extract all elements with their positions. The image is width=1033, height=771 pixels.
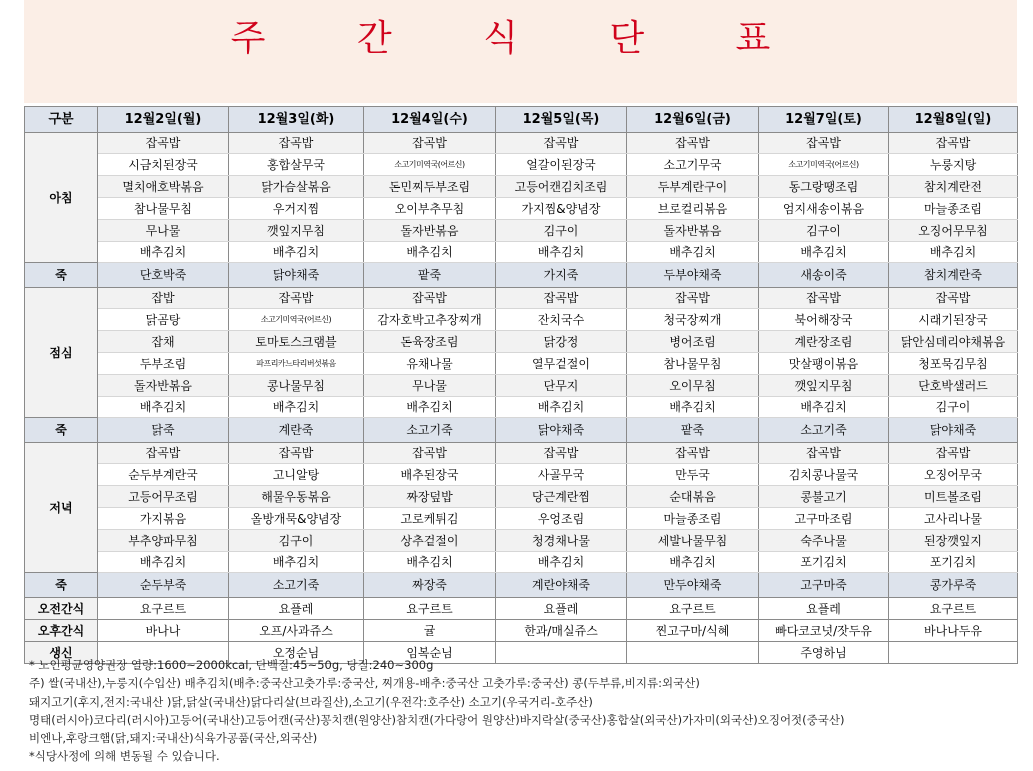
menu-cell: 소고기죽 (229, 573, 364, 598)
section-label: 오전간식 (25, 598, 98, 620)
menu-cell: 잡곡밥 (759, 133, 889, 154)
menu-cell: 소고기미역국(어르신) (759, 154, 889, 176)
menu-cell: 깻잎지무침 (759, 375, 889, 397)
menu-cell: 돌자반볶음 (627, 220, 759, 242)
menu-cell: 요구르트 (364, 598, 496, 620)
menu-cell: 배추된장국 (364, 464, 496, 486)
menu-row (25, 353, 1018, 375)
menu-cell: 고사리나물 (889, 508, 1018, 530)
menu-cell: 소고기미역국(어르신) (364, 154, 496, 176)
menu-row (25, 598, 1018, 620)
menu-cell: 팥죽 (364, 263, 496, 288)
menu-cell: 한과/매실쥬스 (496, 620, 627, 642)
menu-cell: 콩가루죽 (889, 573, 1018, 598)
menu-cell: 계란야채죽 (496, 573, 627, 598)
day-header: 12월8일(일) (889, 107, 1018, 133)
menu-cell: 찐고구마/식혜 (627, 620, 759, 642)
menu-cell: 바나나두유 (889, 620, 1018, 642)
menu-cell: 바나나 (98, 620, 229, 642)
menu-cell: 미트볼조림 (889, 486, 1018, 508)
menu-cell: 짜장죽 (364, 573, 496, 598)
menu-cell: 동그랑땡조림 (759, 176, 889, 198)
menu-cell: 배추김치 (889, 242, 1018, 263)
menu-cell: 주영하님 (759, 642, 889, 664)
menu-cell: 김구이 (496, 220, 627, 242)
menu-cell: 잡곡밥 (627, 443, 759, 464)
menu-cell: 해물우동볶음 (229, 486, 364, 508)
menu-cell: 배추김치 (496, 242, 627, 263)
menu-cell: 소고기무국 (627, 154, 759, 176)
menu-cell: 멸치애호박볶음 (98, 176, 229, 198)
menu-cell: 돌자반볶음 (98, 375, 229, 397)
menu-cell: 잡곡밥 (759, 288, 889, 309)
section-label: 아침 (25, 133, 98, 263)
menu-cell: 북어해장국 (759, 309, 889, 331)
menu-cell: 참나물무침 (627, 353, 759, 375)
menu-cell: 닭곰탕 (98, 309, 229, 331)
menu-cell: 오징어무국 (889, 464, 1018, 486)
menu-cell: 귤 (364, 620, 496, 642)
menu-cell: 소고기죽 (364, 418, 496, 443)
menu-cell: 맛살팽이볶음 (759, 353, 889, 375)
menu-row (25, 620, 1018, 642)
menu-cell: 계란죽 (229, 418, 364, 443)
menu-row (25, 242, 1018, 263)
menu-cell: 새송이죽 (759, 263, 889, 288)
menu-cell: 요구르트 (98, 598, 229, 620)
menu-cell: 두부야채죽 (627, 263, 759, 288)
menu-cell: 김구이 (229, 530, 364, 552)
note-line: 돼지고기(후지,전지:국내산 )닭,닭살(국내산)닭다리살(브라질산),소고기(우전각:호주산) 소고기(우국거리-호주산) (29, 694, 593, 709)
menu-row (25, 418, 1018, 443)
menu-cell: 깻잎지무침 (229, 220, 364, 242)
menu-cell: 잡곡밥 (889, 288, 1018, 309)
menu-cell: 마늘종조림 (627, 508, 759, 530)
menu-cell: 참치계란전 (889, 176, 1018, 198)
menu-cell: 잡곡밥 (627, 133, 759, 154)
menu-cell: 홍합살무국 (229, 154, 364, 176)
menu-cell: 배추김치 (364, 242, 496, 263)
menu-cell: 잡곡밥 (496, 443, 627, 464)
menu-cell: 단호박샐러드 (889, 375, 1018, 397)
menu-row (25, 552, 1018, 573)
menu-cell: 닭야채죽 (889, 418, 1018, 443)
menu-cell: 잡곡밥 (889, 133, 1018, 154)
menu-cell: 배추김치 (229, 397, 364, 418)
menu-cell: 부추양파무침 (98, 530, 229, 552)
menu-cell: 잡곡밥 (759, 443, 889, 464)
note-line: 비엔나,후랑크햄(닭,돼지:국내산)식육가공품(국산,외국산) (29, 731, 318, 746)
menu-cell: 가지찜&양념장 (496, 198, 627, 220)
day-header: 12월4일(수) (364, 107, 496, 133)
menu-cell: 닭야채죽 (496, 418, 627, 443)
menu-cell: 순두부죽 (98, 573, 229, 598)
section-label: 생신 (25, 642, 98, 664)
menu-row (25, 133, 1018, 154)
menu-cell: 잡채 (98, 331, 229, 353)
menu-cell: 포기김치 (889, 552, 1018, 573)
menu-cell: 된장깻잎지 (889, 530, 1018, 552)
menu-cell: 배추김치 (496, 552, 627, 573)
menu-cell: 올방개묵&양념장 (229, 508, 364, 530)
menu-cell: 김치콩나물국 (759, 464, 889, 486)
menu-cell: 잡곡밥 (98, 133, 229, 154)
section-label: 죽 (25, 573, 98, 598)
day-header: 12월6일(금) (627, 107, 759, 133)
menu-cell: 잡곡밥 (229, 288, 364, 309)
menu-cell: 임복순님 (364, 642, 496, 664)
day-header: 12월3일(화) (229, 107, 364, 133)
day-header: 12월7일(토) (759, 107, 889, 133)
menu-cell: 소고기죽 (759, 418, 889, 443)
menu-cell: 잡곡밥 (627, 288, 759, 309)
menu-row (25, 176, 1018, 198)
menu-cell: 오프/사과쥬스 (229, 620, 364, 642)
menu-cell: 순두부계란국 (98, 464, 229, 486)
section-label: 점심 (25, 288, 98, 418)
menu-cell: 시금치된장국 (98, 154, 229, 176)
menu-cell: 요플레 (759, 598, 889, 620)
menu-row (25, 220, 1018, 242)
menu-cell: 배추김치 (496, 397, 627, 418)
note-line: * 노인평균영양권장 열량:1600~2000kcal, 단백질:45~50g, 당질:240~300g (29, 658, 434, 672)
menu-cell: 참치계란죽 (889, 263, 1018, 288)
section-label: 오후간식 (25, 620, 98, 642)
menu-cell: 닭죽 (98, 418, 229, 443)
menu-cell: 고구마죽 (759, 573, 889, 598)
menu-cell: 배추김치 (98, 397, 229, 418)
menu-cell: 오정순님 (229, 642, 364, 664)
menu-cell: 우엉조림 (496, 508, 627, 530)
menu-cell: 잡곡밥 (229, 133, 364, 154)
menu-cell: 엄지새송이볶음 (759, 198, 889, 220)
menu-cell: 잡밥 (98, 288, 229, 309)
menu-cell: 만두야채죽 (627, 573, 759, 598)
menu-cell: 배추김치 (627, 397, 759, 418)
menu-cell: 세발나물무침 (627, 530, 759, 552)
menu-cell: 잡곡밥 (364, 133, 496, 154)
menu-cell: 고니알탕 (229, 464, 364, 486)
menu-cell: 계란장조림 (759, 331, 889, 353)
menu-cell: 팥죽 (627, 418, 759, 443)
day-header: 12월2일(월) (98, 107, 229, 133)
menu-cell: 잡곡밥 (229, 443, 364, 464)
menu-cell: 김구이 (889, 397, 1018, 418)
header-corner-cell: 구분 (25, 107, 98, 133)
menu-cell: 배추김치 (364, 552, 496, 573)
menu-cell: 요구르트 (889, 598, 1018, 620)
menu-cell: 잡곡밥 (98, 443, 229, 464)
menu-cell: 무나물 (98, 220, 229, 242)
menu-cell: 당근계란찜 (496, 486, 627, 508)
menu-row (25, 443, 1018, 464)
menu-cell: 고로케튀김 (364, 508, 496, 530)
menu-cell: 참나물무침 (98, 198, 229, 220)
menu-cell: 배추김치 (98, 552, 229, 573)
menu-cell: 배추김치 (229, 242, 364, 263)
menu-cell: 포기김치 (759, 552, 889, 573)
menu-row (25, 508, 1018, 530)
note-line: 명태(러시아)코다리(러시아)고등어(국내산)고등어캔(국산)꽁치캔(원양산)참치캔(가다랑어 원양산)바지락살(중국산)홍합살(외국산)가자미(외국산)오징어젓(중국산) (29, 712, 845, 727)
menu-cell: 가지죽 (496, 263, 627, 288)
menu-cell: 콩불고기 (759, 486, 889, 508)
menu-row (25, 154, 1018, 176)
header-row (25, 107, 1018, 133)
menu-cell: 닭야채죽 (229, 263, 364, 288)
menu-cell: 숙주나물 (759, 530, 889, 552)
menu-cell: 닭가슴살볶음 (229, 176, 364, 198)
menu-cell: 단무지 (496, 375, 627, 397)
menu-cell: 오징어무무침 (889, 220, 1018, 242)
menu-cell: 잡곡밥 (889, 443, 1018, 464)
menu-cell: 두부조림 (98, 353, 229, 375)
menu-cell: 김구이 (759, 220, 889, 242)
menu-row (25, 198, 1018, 220)
menu-row (25, 530, 1018, 552)
menu-row (25, 573, 1018, 598)
menu-cell: 배추김치 (627, 242, 759, 263)
menu-cell: 마늘종조림 (889, 198, 1018, 220)
menu-cell: 배추김치 (759, 242, 889, 263)
menu-cell: 배추김치 (627, 552, 759, 573)
menu-cell: 청경채나물 (496, 530, 627, 552)
menu-cell: 잔치국수 (496, 309, 627, 331)
menu-cell: 돈민찌두부조림 (364, 176, 496, 198)
menu-cell: 파프리카느타리버섯볶음 (229, 353, 364, 375)
section-label: 죽 (25, 418, 98, 443)
menu-cell: 고구마조림 (759, 508, 889, 530)
menu-cell: 닭강정 (496, 331, 627, 353)
menu-cell: 배추김치 (98, 242, 229, 263)
menu-cell: 브로컬리볶음 (627, 198, 759, 220)
menu-cell: 감자호박고추장찌개 (364, 309, 496, 331)
menu-cell: 배추김치 (364, 397, 496, 418)
menu-cell: 무나물 (364, 375, 496, 397)
menu-cell: 우거지찜 (229, 198, 364, 220)
menu-cell: 청국장찌개 (627, 309, 759, 331)
menu-cell: 잡곡밥 (364, 288, 496, 309)
menu-cell: 닭안심데리야채볶음 (889, 331, 1018, 353)
menu-cell: 잡곡밥 (496, 288, 627, 309)
menu-cell: 고등어무조림 (98, 486, 229, 508)
menu-cell: 두부계란구이 (627, 176, 759, 198)
menu-row (25, 288, 1018, 309)
menu-cell: 시래기된장국 (889, 309, 1018, 331)
note-line: *식당사정에 의해 변동될 수 있습니다. (29, 749, 220, 764)
menu-cell: 누룽지탕 (889, 154, 1018, 176)
menu-cell: 돌자반볶음 (364, 220, 496, 242)
menu-cell: 요플레 (229, 598, 364, 620)
menu-cell: 오이부추무침 (364, 198, 496, 220)
menu-cell: 돈육장조림 (364, 331, 496, 353)
menu-row (25, 464, 1018, 486)
menu-cell: 토마토스크램블 (229, 331, 364, 353)
menu-cell: 만두국 (627, 464, 759, 486)
menu-row (25, 397, 1018, 418)
page-title: 주 간 식 단 표 (230, 18, 811, 59)
menu-cell: 고등어캔김치조림 (496, 176, 627, 198)
day-header: 12월5일(목) (496, 107, 627, 133)
menu-cell: 열무겉절이 (496, 353, 627, 375)
menu-cell: 유채나물 (364, 353, 496, 375)
menu-cell: 단호박죽 (98, 263, 229, 288)
menu-cell: 요구르트 (627, 598, 759, 620)
menu-row (25, 331, 1018, 353)
menu-row (25, 486, 1018, 508)
section-label: 죽 (25, 263, 98, 288)
menu-cell: 순대볶음 (627, 486, 759, 508)
menu-cell: 콩나물무침 (229, 375, 364, 397)
menu-cell: 오이무침 (627, 375, 759, 397)
weekly-menu-table (24, 106, 1018, 664)
menu-cell: 짜장덮밥 (364, 486, 496, 508)
menu-cell: 잡곡밥 (496, 133, 627, 154)
menu-cell: 병어조림 (627, 331, 759, 353)
menu-row (25, 309, 1018, 331)
menu-cell: 빠다코코넛/잣두유 (759, 620, 889, 642)
menu-cell: 요플레 (496, 598, 627, 620)
menu-cell: 잡곡밥 (364, 443, 496, 464)
footnotes (29, 656, 1019, 766)
menu-cell: 배추김치 (759, 397, 889, 418)
menu-cell: 사골무국 (496, 464, 627, 486)
menu-cell: 배추김치 (229, 552, 364, 573)
menu-cell: 상추겉절이 (364, 530, 496, 552)
menu-cell: 가지볶음 (98, 508, 229, 530)
menu-row (25, 375, 1018, 397)
menu-cell: 청포묵김무침 (889, 353, 1018, 375)
section-label: 저녁 (25, 443, 98, 573)
menu-cell: 소고기미역국(어르신) (229, 309, 364, 331)
menu-row (25, 263, 1018, 288)
menu-cell: 얼갈이된장국 (496, 154, 627, 176)
note-line: 주) 쌀(국내산),누룽지(수입산) 배추김치(배추:중국산고춧가루:중국산, 찌개용-배추:중국산 고춧가루:중국산) 콩(두부류,비지류:외국산) (29, 676, 700, 691)
